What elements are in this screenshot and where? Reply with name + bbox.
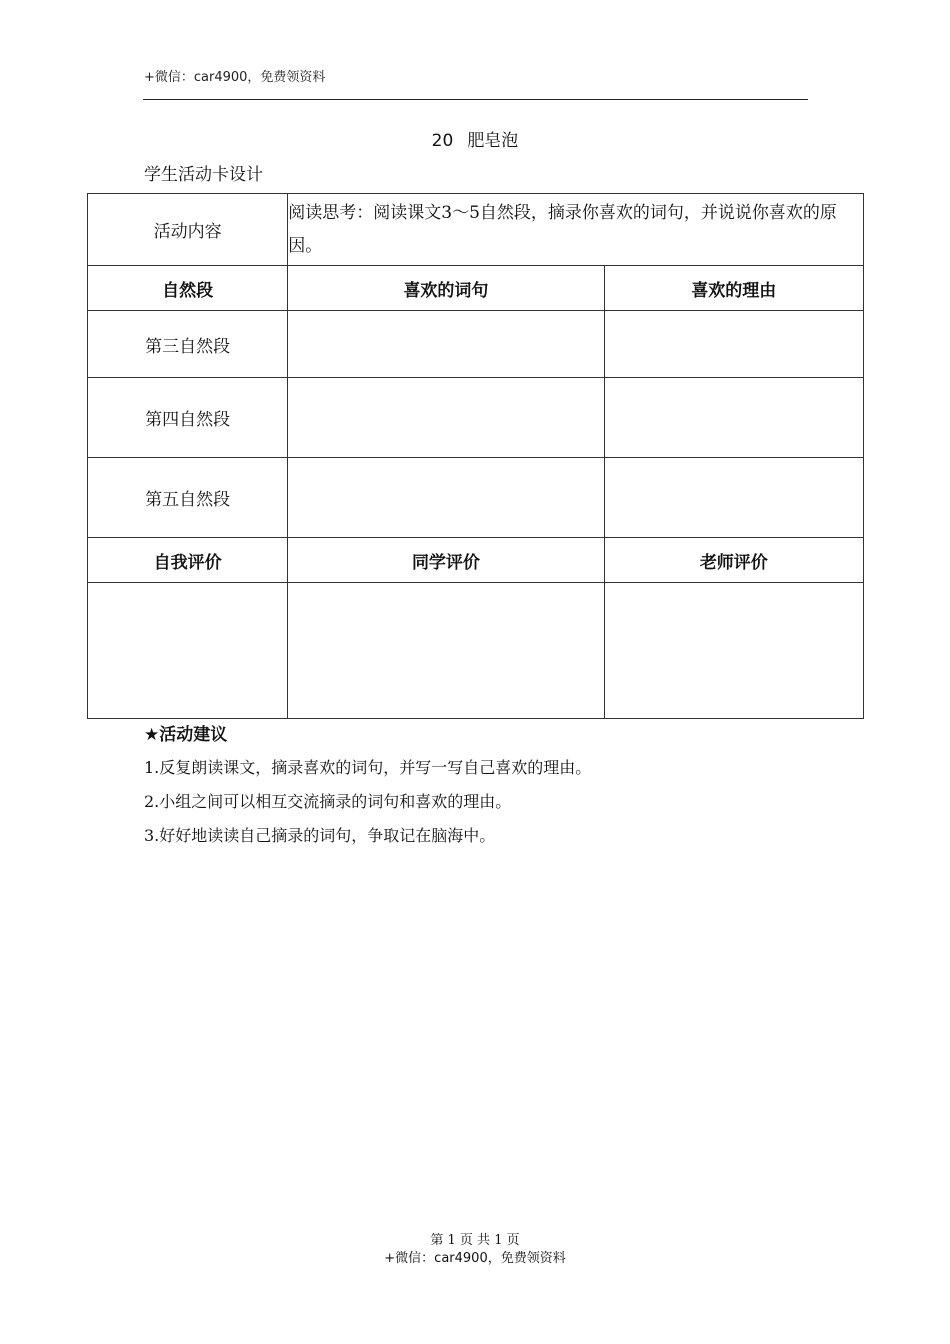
activity-row: [88, 194, 864, 266]
page-number: 第 1 页 共 1 页: [430, 1233, 520, 1248]
suggestion-item: 2.小组之间可以相互交流摘录的词句和喜欢的理由。: [144, 792, 512, 811]
header-divider: [143, 99, 808, 100]
evaluation-header-row: [88, 538, 864, 583]
self-evaluation-cell[interactable]: [88, 583, 288, 719]
column-header: 喜欢的词句: [288, 266, 604, 311]
evaluation-header: 同学评价: [288, 538, 604, 583]
phrase-cell[interactable]: [288, 378, 604, 458]
table-row: [88, 378, 864, 458]
phrase-cell[interactable]: [288, 311, 604, 378]
phrase-cell[interactable]: [288, 458, 604, 538]
suggestion-item: 1.反复朗读课文，摘录喜欢的词句，并写一写自己喜欢的理由。: [144, 758, 592, 777]
table-row: [88, 311, 864, 378]
row-label: 第四自然段: [88, 378, 288, 458]
reason-cell[interactable]: [604, 458, 863, 538]
table-row: [88, 458, 864, 538]
lesson-name: 肥皂泡: [467, 131, 519, 151]
header-note: +微信：car4900，免费领资料: [144, 70, 326, 85]
reason-cell[interactable]: [604, 378, 863, 458]
evaluation-header: 自我评价: [88, 538, 288, 583]
evaluation-header: 老师评价: [604, 538, 863, 583]
lesson-title: [0, 126, 950, 151]
footer-note: +微信：car4900，免费领资料: [384, 1251, 566, 1266]
column-header: 喜欢的理由: [604, 266, 863, 311]
suggestions-title: ★活动建议: [144, 725, 228, 745]
header-row: [88, 266, 864, 311]
activity-card-table: [87, 193, 864, 719]
section-title: 学生活动卡设计: [144, 165, 263, 185]
reason-cell[interactable]: [604, 311, 863, 378]
teacher-evaluation-cell[interactable]: [604, 583, 863, 719]
column-header: 自然段: [88, 266, 288, 311]
row-label: 第五自然段: [88, 458, 288, 538]
activity-label: 活动内容: [88, 194, 288, 266]
peer-evaluation-cell[interactable]: [288, 583, 604, 719]
lesson-number: 20: [431, 131, 454, 151]
evaluation-row: [88, 583, 864, 719]
row-label: 第三自然段: [88, 311, 288, 378]
activity-content: 阅读思考：阅读课文3～5自然段，摘录你喜欢的词句，并说说你喜欢的原因。: [288, 194, 864, 266]
suggestion-item: 3.好好地读读自己摘录的词句，争取记在脑海中。: [144, 826, 496, 845]
